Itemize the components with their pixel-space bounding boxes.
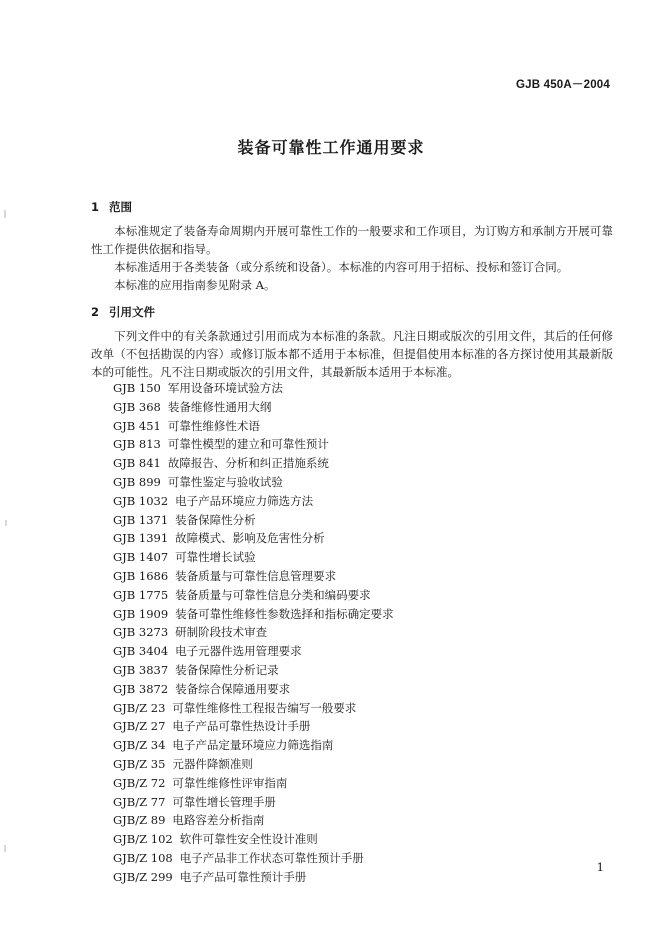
- reference-title: 军用设备环境试验方法: [167, 381, 283, 395]
- reference-code: GJB 841: [113, 456, 161, 471]
- reference-item: [113, 567, 394, 586]
- reference-title: 装备维修性通用大纲: [167, 399, 272, 414]
- reference-title: 电子元器件选用管理要求: [175, 644, 302, 659]
- scan-edge-mark: [4, 845, 6, 852]
- reference-item: [113, 473, 394, 492]
- reference-code: GJB 3837: [113, 662, 169, 677]
- scan-edge-mark: [4, 210, 6, 218]
- reference-item: [113, 511, 394, 530]
- reference-item: [113, 529, 394, 548]
- reference-code: GJB 3404: [113, 644, 169, 659]
- reference-item: [113, 642, 394, 661]
- document-title: 装备可靠性工作通用要求: [237, 138, 425, 157]
- reference-code: GJB/Z 35: [113, 756, 166, 771]
- reference-code: GJB 3273: [113, 625, 169, 640]
- reference-title: 装备保障性分析记录: [175, 662, 279, 677]
- section-2-paragraph-1: 下列文件中的有关条款通过引用而成为本标准的条款。凡注日期或版次的引用文件，其后的任何修改单（不包括勘误的内容）或修订版本都不适用于本标准，但提倡使用本标准的各方探讨使用其最新版本的可能性。凡不注日期或版次的引用文件，其最新版本适用于本标准。: [91, 329, 613, 379]
- reference-code: GJB/Z 77: [113, 794, 166, 809]
- reference-item: [113, 868, 394, 887]
- reference-code: GJB 1775: [113, 587, 169, 602]
- section-1-paragraph-3: 本标准的应用指南参见附录 A。: [114, 278, 276, 292]
- reference-code: GJB 368: [113, 399, 161, 414]
- reference-code: GJB 1032: [113, 493, 169, 508]
- reference-item: [113, 717, 394, 736]
- reference-item: [113, 755, 394, 774]
- reference-title: 装备保障性分析: [175, 512, 256, 527]
- reference-item: [113, 435, 394, 454]
- section-2-heading: [91, 304, 155, 320]
- document-code: GJB 450A－2004: [515, 79, 610, 91]
- reference-code: GJB/Z 102: [113, 832, 173, 847]
- section-number: 1: [91, 200, 100, 214]
- reference-title: 装备综合保障通用要求: [175, 681, 291, 696]
- reference-code: GJB 451: [113, 418, 161, 433]
- reference-title: 可靠性鉴定与验收试验: [167, 474, 283, 489]
- reference-item: [113, 849, 394, 868]
- reference-item: [113, 586, 394, 605]
- reference-title: 故障报告、分析和纠正措施系统: [167, 456, 329, 471]
- reference-code: GJB 1909: [113, 606, 169, 621]
- reference-item: [113, 661, 394, 680]
- reference-title: 故障模式、影响及危害性分析: [175, 531, 325, 546]
- reference-title: 研制阶段技术审查: [175, 625, 268, 640]
- reference-title: 元器件降额准则: [172, 756, 253, 771]
- reference-title: 可靠性增长试验: [175, 550, 256, 565]
- reference-item: [113, 605, 394, 624]
- reference-code: GJB/Z 72: [113, 775, 166, 790]
- section-1-paragraph-2: 本标准适用于各类装备（或分系统和设备）。本标准的内容可用于招标、投标和签订合同。: [114, 260, 569, 274]
- reference-item: [113, 398, 394, 417]
- reference-item: [113, 454, 394, 473]
- reference-code: GJB/Z 299: [113, 869, 173, 884]
- reference-item: [113, 699, 394, 718]
- reference-code: GJB 150: [113, 381, 161, 395]
- reference-code: GJB 899: [113, 474, 161, 489]
- reference-title: 装备质量与可靠性信息管理要求: [175, 568, 337, 583]
- section-title: 引用文件: [109, 305, 155, 319]
- reference-list: [113, 379, 394, 887]
- reference-item: [113, 793, 394, 812]
- reference-item: [113, 492, 394, 511]
- reference-item: [113, 680, 394, 699]
- reference-item: [113, 548, 394, 567]
- reference-title: 装备可靠性维修性参数选择和指标确定要求: [175, 606, 394, 621]
- reference-code: GJB/Z 23: [113, 700, 166, 715]
- reference-title: 电路容差分析指南: [172, 813, 265, 828]
- section-number: 2: [91, 305, 100, 319]
- reference-title: 电子产品环境应力筛选方法: [175, 493, 314, 508]
- reference-title: 电子产品非工作状态可靠性预计手册: [179, 850, 364, 865]
- reference-item: [113, 774, 394, 793]
- reference-code: GJB 1371: [113, 512, 169, 527]
- reference-code: GJB 3872: [113, 681, 169, 696]
- reference-item: [113, 379, 394, 398]
- reference-code: GJB 813: [113, 437, 161, 452]
- reference-code: GJB/Z 27: [113, 719, 166, 734]
- reference-code: GJB/Z 34: [113, 738, 166, 753]
- reference-item: [113, 623, 394, 642]
- reference-title: 可靠性增长管理手册: [172, 794, 276, 809]
- reference-title: 可靠性模型的建立和可靠性预计: [167, 437, 329, 452]
- reference-item: [113, 736, 394, 755]
- section-1-heading: [91, 199, 132, 215]
- reference-title: 电子产品可靠性预计手册: [179, 869, 307, 884]
- reference-item: [113, 811, 394, 830]
- reference-code: GJB/Z 108: [113, 850, 173, 865]
- reference-code: GJB 1686: [113, 568, 169, 583]
- reference-code: GJB 1391: [113, 531, 169, 546]
- reference-title: 电子产品可靠性热设计手册: [172, 719, 311, 734]
- reference-code: GJB 1407: [113, 550, 169, 565]
- page-number: 1: [596, 860, 604, 874]
- reference-item: [113, 417, 394, 436]
- reference-item: [113, 830, 394, 849]
- reference-title: 可靠性维修性评审指南: [172, 775, 288, 790]
- section-1-paragraph-1: 本标准规定了装备寿命周期内开展可靠性工作的一般要求和工作项目，为订购方和承制方开展可靠性工作提供依据和指导。: [91, 224, 613, 256]
- section-title: 范围: [109, 200, 132, 214]
- reference-code: GJB/Z 89: [113, 813, 166, 828]
- reference-title: 可靠性维修性术语: [167, 418, 260, 433]
- reference-title: 可靠性维修性工程报告编写一般要求: [172, 700, 357, 715]
- reference-title: 电子产品定量环境应力筛选指南: [172, 738, 334, 753]
- scan-edge-mark: [5, 520, 7, 526]
- reference-title: 软件可靠性安全性设计准则: [179, 832, 318, 847]
- reference-title: 装备质量与可靠性信息分类和编码要求: [175, 587, 371, 602]
